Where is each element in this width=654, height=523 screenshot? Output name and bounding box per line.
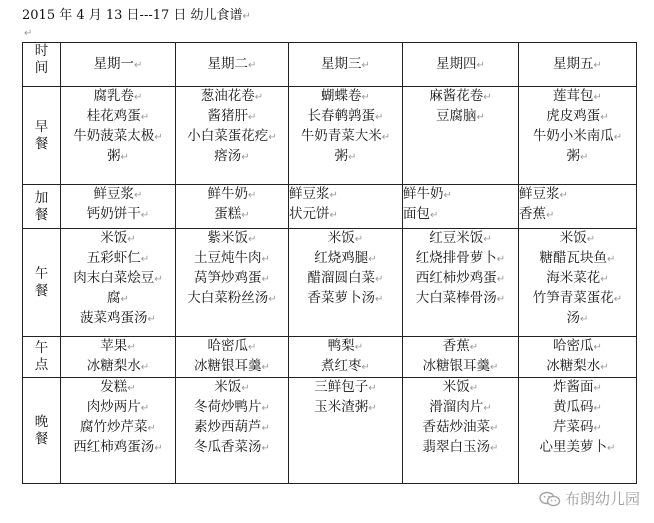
dish-item: 桂花鸡蛋↵ [86, 108, 150, 124]
paragraph-mark: ↵ [490, 362, 499, 373]
menu-cell-dinner-thu [403, 378, 519, 484]
dish-item: 牛奶菠菜太极↵ [73, 128, 163, 144]
dish-item: 肉末白菜烩豆↵ [73, 270, 163, 286]
dish-item: 葱油花卷↵ [200, 88, 264, 104]
dish-item: 米饭↵ [327, 230, 364, 246]
paragraph-mark: ↵ [127, 383, 136, 394]
dish-item: 哈密瓜↵ [553, 338, 602, 354]
dish-item: 粥↵ [566, 148, 589, 164]
meal-label-breakfast: 早 餐 [23, 87, 61, 185]
menu-cell-lunch-thu [403, 229, 519, 337]
paragraph-mark: ↵ [600, 362, 609, 373]
paragraph-mark: ↵ [268, 294, 277, 305]
dish-item: 菠菜鸡蛋汤↵ [80, 310, 156, 326]
paragraph-mark: ↵ [261, 403, 270, 414]
menu-cell-lunch-wed [289, 229, 403, 337]
dish-item: 红烧鸡腿↵ [314, 250, 377, 266]
paragraph-mark: ↵ [593, 403, 602, 414]
meal-label-afternoon-snack: 午 点 [23, 337, 61, 378]
dish-item: 面包↵ [403, 206, 439, 222]
dish-item: 腐↵ [107, 290, 129, 306]
menu-cell-breakfast-tue [176, 87, 289, 185]
paragraph-mark: ↵ [381, 132, 391, 143]
dish-item: 腐乳卷↵ [93, 88, 143, 104]
paragraph-mark: ↵ [120, 294, 129, 305]
menu-cell-dinner-mon [61, 378, 176, 484]
dish-item: 三鲜包子↵ [314, 379, 377, 395]
dish-item: 发糕↵ [100, 379, 136, 395]
paragraph-mark: ↵ [329, 190, 338, 201]
paragraph-mark: ↵ [375, 274, 384, 285]
dish-item: 大白菜粉丝汤↵ [187, 290, 277, 306]
paragraph-mark: ↵ [241, 210, 250, 221]
paragraph-mark: ↵ [254, 92, 264, 103]
paragraph-mark: ↵ [496, 254, 506, 265]
dish-item: 肉炒两片↵ [86, 399, 150, 415]
dish-item: 冰糖梨水↵ [86, 358, 150, 374]
paragraph-mark: ↵ [154, 132, 163, 143]
dish-item: 素炒西葫芦↵ [194, 419, 270, 435]
paragraph-mark: ↵ [580, 152, 589, 163]
dish-item: 豆腐脑↵ [436, 108, 485, 124]
dish-item: 蝴蝶卷↵ [321, 88, 370, 104]
paragraph-mark: ↵ [593, 423, 602, 434]
paragraph-mark: ↵ [593, 383, 602, 394]
menu-table [22, 42, 637, 484]
dish-item: 玉米渣粥↵ [314, 399, 377, 415]
menu-cell-snack-tue [176, 185, 289, 229]
dish-item: 冰糖银耳羹↵ [422, 358, 499, 374]
paragraph-mark: ↵ [443, 190, 452, 201]
dish-item: 粥↵ [334, 148, 357, 164]
paragraph-mark: ↵ [154, 274, 163, 285]
dish-item: 香菜萝卜汤↵ [307, 290, 384, 306]
menu-cell-dinner-wed [289, 378, 403, 484]
paragraph-mark: ↵ [559, 190, 568, 201]
paragraph-mark: ↵ [140, 403, 150, 414]
dish-item: 牛奶小米南瓜↵ [532, 128, 623, 144]
day-header-wed: 星期三↵ [289, 43, 403, 87]
paragraph-mark: ↵ [375, 112, 384, 123]
paragraph-mark: ↵ [261, 274, 270, 285]
paragraph-mark: ↵ [261, 254, 270, 265]
dish-item: 炸酱面↵ [553, 379, 602, 395]
paragraph-mark: ↵ [546, 210, 555, 221]
paragraph-mark: ↵ [242, 11, 251, 22]
dish-item: 海米菜花↵ [546, 270, 609, 286]
paragraph-mark: ↵ [248, 234, 257, 245]
dish-item: 鸭梨↵ [327, 338, 364, 354]
wechat-icon [539, 491, 561, 507]
paragraph-mark: ↵ [140, 362, 150, 373]
meal-row-snack [23, 185, 637, 229]
menu-cell-lunch-mon [61, 229, 176, 337]
paragraph-mark: ↵ [348, 152, 357, 163]
paragraph-mark: ↵ [593, 92, 602, 103]
dish-item: 蛋糕↵ [214, 206, 250, 222]
paragraph-mark: ↵ [140, 210, 150, 221]
dish-item: 米饭↵ [214, 379, 250, 395]
dish-item: 芹菜码↵ [553, 419, 602, 435]
menu-cell-snack-thu [403, 185, 519, 229]
paragraph-mark: ↵ [469, 383, 479, 394]
header-row [23, 43, 637, 87]
dish-item: 米饭↵ [100, 230, 136, 246]
menu-cell-snack-mon [61, 185, 176, 229]
dish-item: 香菇炒油菜↵ [422, 419, 499, 435]
dish-item: 大白菜棒骨汤↵ [415, 290, 506, 306]
paragraph-mark: ↵ [586, 234, 596, 245]
dish-item: 红豆米饭↵ [429, 230, 492, 246]
paragraph-mark: ↵ [154, 443, 163, 454]
paragraph-mark: ↵ [354, 342, 364, 353]
dish-item: 鲜牛奶↵ [207, 186, 257, 202]
paragraph-mark: ↵ [361, 362, 370, 373]
dish-item: 香蕉↵ [442, 338, 479, 354]
paragraph-mark: ↵ [147, 423, 156, 434]
paragraph-mark: ↵ [476, 112, 485, 123]
paragraph-mark: ↵ [329, 210, 338, 221]
page-title: 2015 年 4 月 13 日---17 日 幼儿食谱↵ [22, 8, 251, 23]
dish-item: 冰糖梨水↵ [546, 358, 609, 374]
paragraph-mark: ↵ [368, 254, 377, 265]
paragraph-mark: ↵ [613, 132, 623, 143]
day-header-mon: 星期一↵ [61, 43, 176, 87]
dish-item: 腐竹炒芹菜↵ [80, 419, 156, 435]
paragraph-mark: ↵ [375, 294, 384, 305]
dish-item: 莴笋炒鸡蛋↵ [194, 270, 270, 286]
paragraph-mark: ↵ [261, 423, 270, 434]
paragraph-mark: ↵ [140, 112, 150, 123]
dish-item: 红烧排骨萝卜↵ [415, 250, 506, 266]
dish-item: 鲜牛奶↵ [403, 186, 452, 202]
paragraph-mark: ↵ [24, 28, 33, 39]
menu-cell-afternoon-snack-tue [176, 337, 289, 378]
menu-cell-afternoon-snack-wed [289, 337, 403, 378]
paragraph-mark: ↵ [368, 403, 377, 414]
menu-cell-breakfast-wed [289, 87, 403, 185]
dish-item: 心里美萝卜↵ [539, 439, 616, 455]
dish-item: 鲜豆浆↵ [289, 186, 338, 202]
dish-item: 鲜豆浆↵ [93, 186, 143, 202]
dish-item: 麻酱花卷↵ [429, 88, 492, 104]
paragraph-mark: ↵ [490, 423, 499, 434]
paragraph-mark: ↵ [496, 294, 506, 305]
meal-row-dinner [23, 378, 637, 484]
menu-cell-snack-fri [519, 185, 637, 229]
paragraph-mark: ↵ [241, 152, 250, 163]
dish-item: 竹笋青菜蛋花↵ [532, 290, 623, 306]
menu-cell-afternoon-snack-mon [61, 337, 176, 378]
dish-item: 长春鹌鹑蛋↵ [307, 108, 384, 124]
meal-row-afternoon-snack [23, 337, 637, 378]
dish-item: 牛奶青菜大米↵ [300, 128, 391, 144]
paragraph-mark: ↵ [600, 274, 609, 285]
dish-item: 黄瓜码↵ [553, 399, 602, 415]
dish-item: 紫米饭↵ [207, 230, 257, 246]
dish-item: 滑溜肉片↵ [429, 399, 492, 415]
meal-label-dinner: 晚 餐 [23, 378, 61, 484]
menu-cell-snack-wed [289, 185, 403, 229]
paragraph-mark: ↵ [248, 190, 257, 201]
dish-item: 小白菜蛋花疙↵ [187, 128, 277, 144]
paragraph-mark: ↵ [134, 190, 143, 201]
paragraph-mark: ↵ [134, 92, 143, 103]
day-header-thu: 星期四↵ [403, 43, 519, 87]
dish-item: 冬荷炒鸭片↵ [194, 399, 270, 415]
menu-cell-breakfast-thu [403, 87, 519, 185]
paragraph-mark: ↵ [580, 314, 589, 325]
menu-cell-breakfast-fri [519, 87, 637, 185]
dish-item: 醋溜圆白菜↵ [307, 270, 384, 286]
corner-cell: 时 间 [23, 43, 61, 87]
menu-cell-afternoon-snack-thu [403, 337, 519, 378]
dish-item: 糖醋瓦块鱼↵ [539, 250, 616, 266]
paragraph-mark: ↵ [483, 234, 492, 245]
watermark: 布朗幼儿园 [539, 488, 640, 509]
dish-item: 米饭↵ [442, 379, 479, 395]
paragraph-mark: ↵ [483, 403, 492, 414]
dish-item: 冬瓜香菜汤↵ [194, 439, 270, 455]
dish-item: 钙奶饼干↵ [86, 206, 150, 222]
meal-label-lunch: 午 餐 [23, 229, 61, 337]
paragraph-mark: ↵ [354, 234, 364, 245]
paragraph-mark: ↵ [483, 92, 492, 103]
meal-label-snack: 加 餐 [23, 185, 61, 229]
dish-item: 瘩汤↵ [214, 148, 250, 164]
menu-cell-dinner-tue [176, 378, 289, 484]
paragraph-mark: ↵ [268, 132, 277, 143]
menu-cell-lunch-tue [176, 229, 289, 337]
paragraph-mark: ↵ [600, 112, 609, 123]
paragraph-mark: ↵ [469, 342, 479, 353]
paragraph-mark: ↵ [607, 443, 616, 454]
dish-item: 西红柿鸡蛋汤↵ [73, 439, 163, 455]
day-header-fri: 星期五↵ [519, 43, 637, 87]
meal-row-lunch [23, 229, 637, 337]
day-header-tue: 星期二↵ [176, 43, 289, 87]
meal-row-breakfast [23, 87, 637, 185]
paragraph-mark: ↵ [241, 383, 250, 394]
dish-item: 酱猪肝↵ [207, 108, 257, 124]
dish-item: 苹果↵ [100, 338, 136, 354]
menu-cell-lunch-fri [519, 229, 637, 337]
paragraph-mark: ↵ [490, 443, 499, 454]
paragraph-mark: ↵ [127, 234, 136, 245]
paragraph-mark: ↵ [496, 274, 506, 285]
menu-cell-dinner-fri [519, 378, 637, 484]
dish-item: 虎皮鸡蛋↵ [546, 108, 609, 124]
dish-item: 土豆炖牛肉↵ [194, 250, 270, 266]
dish-item: 状元饼↵ [289, 206, 338, 222]
paragraph-mark: ↵ [120, 152, 129, 163]
paragraph-mark: ↵ [261, 443, 270, 454]
dish-item: 煮红枣↵ [321, 358, 370, 374]
paragraph-mark: ↵ [361, 92, 370, 103]
paragraph-mark: ↵ [140, 254, 150, 265]
paragraph-mark: ↵ [430, 210, 439, 221]
dish-item: 西红柿炒鸡蛋↵ [415, 270, 506, 286]
dish-item: 哈密瓜↵ [207, 338, 257, 354]
dish-item: 汤↵ [566, 310, 589, 326]
dish-item: 米饭↵ [559, 230, 596, 246]
dish-item: 翡翠白玉汤↵ [422, 439, 499, 455]
dish-item: 冰糖银耳羹↵ [194, 358, 270, 374]
paragraph-mark: ↵ [248, 342, 257, 353]
dish-item: 五彩虾仁↵ [86, 250, 150, 266]
paragraph-mark: ↵ [593, 342, 602, 353]
paragraph-mark: ↵ [261, 362, 270, 373]
dish-item: 粥↵ [107, 148, 129, 164]
menu-cell-breakfast-mon [61, 87, 176, 185]
paragraph-mark: ↵ [248, 112, 257, 123]
dish-item: 香蕉↵ [519, 206, 555, 222]
dish-item: 莲茸包↵ [553, 88, 602, 104]
paragraph-mark: ↵ [127, 342, 136, 353]
menu-cell-afternoon-snack-fri [519, 337, 637, 378]
dish-item: 鲜豆浆↵ [519, 186, 568, 202]
paragraph-mark: ↵ [613, 294, 623, 305]
paragraph-mark: ↵ [368, 383, 377, 394]
paragraph-mark: ↵ [147, 314, 156, 325]
paragraph-mark: ↵ [607, 254, 616, 265]
